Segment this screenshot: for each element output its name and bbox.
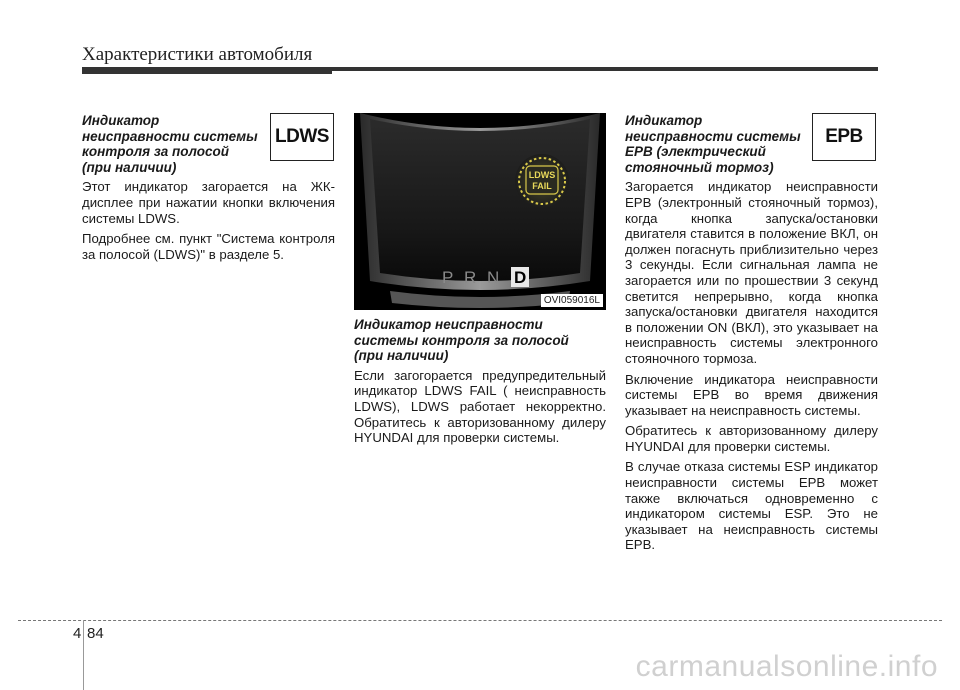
- epb-heading: Индикатор неисправности системы EPB (электрический стояночный тормоз): [625, 113, 801, 175]
- footer-section-number: 4: [73, 625, 82, 642]
- gear-n: N: [487, 268, 500, 287]
- ldws-badge-label: LDWS: [275, 126, 329, 147]
- ldws-fail-heading: Индикатор неисправности системы контроля за полосой (при наличии): [354, 317, 569, 364]
- right-column: [625, 113, 878, 558]
- warning-text-line2: FAIL: [532, 181, 552, 191]
- header-rule-accent: [82, 67, 332, 74]
- epb-badge-label: EPB: [825, 126, 863, 147]
- left-column: [82, 113, 335, 267]
- epb-paragraph-3: Обратитесь к авторизованному дилеру HYUNDAI для проверки системы.: [625, 423, 878, 454]
- cluster-figure: [354, 113, 606, 310]
- footer-page-number: 84: [87, 625, 104, 642]
- figure-caption: OVI059016L: [541, 294, 603, 307]
- header-title: Характеристики автомобиля: [82, 44, 313, 65]
- ldws-fail-paragraph: Если загогорается предупредительный индикатор LDWS FAIL ( неисправность LDWS), LDWS работает некорректно. Обратитесь к авторизованному дилеру HYUNDAI для проверки системы.: [354, 367, 606, 446]
- middle-column: [354, 317, 606, 451]
- instrument-cluster-illustration: [354, 113, 606, 310]
- ldws-heading: Индикатор неисправности системы контроля за полосой (при наличии): [82, 113, 258, 175]
- gear-r: R: [464, 268, 477, 287]
- watermark: carmanualsonline.info: [635, 650, 938, 683]
- epb-paragraph-4: В случае отказа системы ESP индикатор неисправности системы EPB может также включаться одновременно с индикатором системы ESP. Это не указывает на неисправность системы EPB.: [625, 459, 878, 553]
- epb-paragraph-2: Включение индикатора неисправности системы EPB во время движения указывает на неисправность системы.: [625, 371, 878, 418]
- warning-text-line1: LDWS: [528, 170, 556, 180]
- ldws-paragraph-1: Этот индикатор загорается на ЖК-дисплее при нажатии кнопки включения системы LDWS.: [82, 179, 335, 226]
- gear-d: D: [514, 268, 527, 287]
- footer-rule: [18, 620, 942, 621]
- gear-p: P: [442, 268, 454, 287]
- epb-paragraph-1: Загорается индикатор неисправности EPB (электронный стояночный тормоз), когда кнопка запуска/остановки двигателя ставится в положение ВКЛ, он должен погаснуть приблизительно через 3 секунды. Если сигнальная лампа не загорается или по прошествии 3 секунд светится непрерывно, когда кнопка запуска/остановки двигателя находится в положении ON (ВКЛ), это указывает на неисправность системы электронного стояночного тормоза.: [625, 179, 878, 366]
- ldws-paragraph-2: Подробнее см. пункт "Система контроля за полосой (LDWS)" в разделе 5.: [82, 231, 335, 262]
- footer-divider: [83, 620, 84, 690]
